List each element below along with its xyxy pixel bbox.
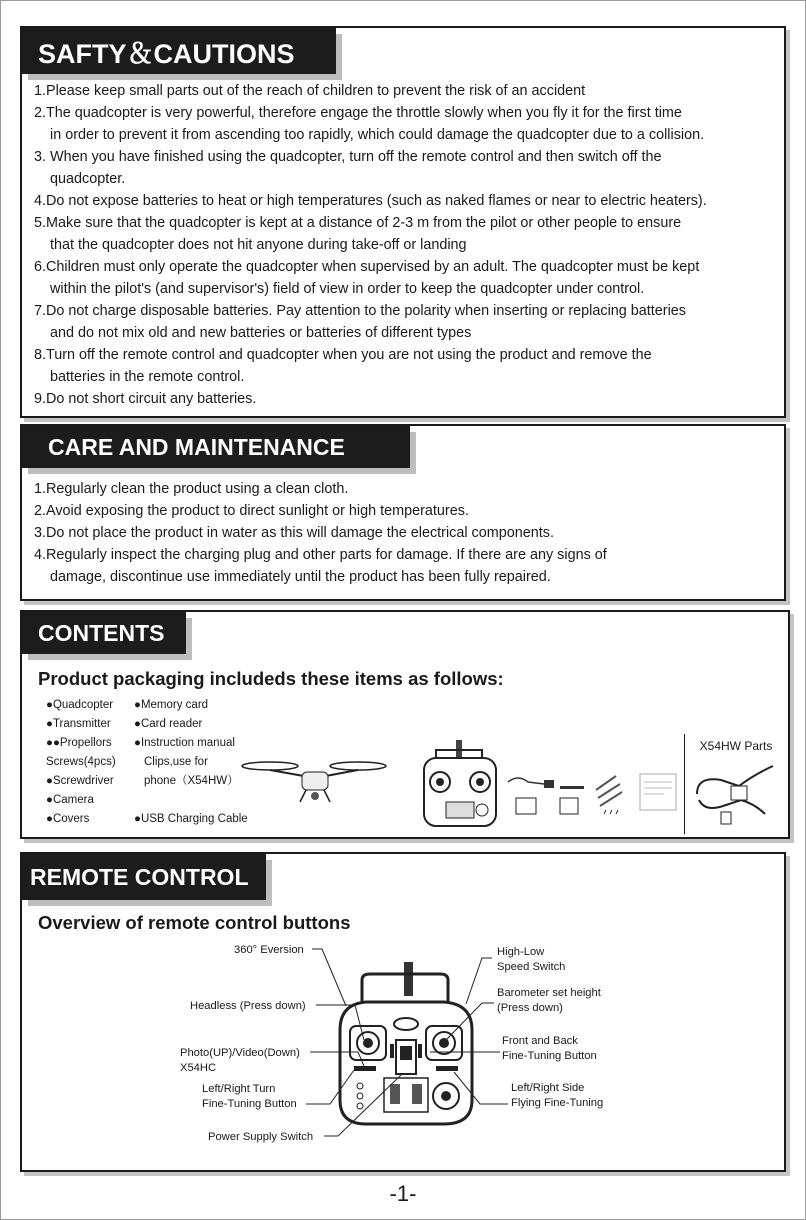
contents-item: ●Screwdriver xyxy=(46,775,114,787)
safety-title: SAFTY＆CAUTIONS xyxy=(38,38,295,69)
care-item-text: 4.Regularly inspect the charging plug and other parts for damage. If there are any signs of xyxy=(34,547,607,563)
antenna-icon xyxy=(404,962,413,996)
parts-label: X54HW Parts xyxy=(699,739,773,753)
safety-item-text: 2.The quadcopter is very powerful, therefore engage the throttle slowly when you fly it for the first time xyxy=(34,105,682,121)
care-title: CARE AND MAINTENANCE xyxy=(48,433,345,460)
contents-item: Screws(4pcs) xyxy=(46,756,116,768)
label-model: X54HC xyxy=(180,1062,217,1074)
label-power-switch: Power Supply Switch xyxy=(208,1131,314,1143)
label-side-1: Left/Right Side xyxy=(511,1082,585,1094)
contents-item: ●USB Charging Cable xyxy=(134,813,248,825)
safety-item-text: 5.Make sure that the quadcopter is kept at a distance of 2-3 m from the pilot or other people to ensure xyxy=(34,215,682,231)
contents-item: ●●Propellors xyxy=(46,737,112,749)
label-fb-1: Front and Back xyxy=(502,1035,578,1047)
contents-item: ●Quadcopter xyxy=(46,699,114,711)
label-highlow-1: High-Low xyxy=(497,946,545,958)
care-item-continuation: damage, discontinue use immediately until the product has been fully repaired. xyxy=(50,569,551,585)
safety-item-continuation: quadcopter. xyxy=(50,171,126,187)
safety-item-text: 1.Please keep small parts out of the reach of children to prevent the risk of an accident xyxy=(34,83,586,99)
label-highlow-2: Speed Switch xyxy=(497,961,566,973)
label-headless: Headless (Press down) xyxy=(190,1000,306,1012)
label-360-eversion: 360° Eversion xyxy=(234,944,304,956)
label-baro-1: Barometer set height xyxy=(497,987,601,999)
contents-item: ●Transmitter xyxy=(46,718,111,730)
safety-item-continuation: that the quadcopter does not hit anyone during take-off or landing xyxy=(50,237,467,253)
safety-item-continuation: batteries in the remote control. xyxy=(50,369,245,385)
safety-item-continuation: in order to prevent it from ascending too rapidly, which could damage the quadcopter due to a collision. xyxy=(50,127,705,143)
care-item-text: 1.Regularly clean the product using a clean cloth. xyxy=(34,481,349,497)
care-item-text: 3.Do not place the product in water as this will damage the electrical components. xyxy=(34,525,554,541)
contents-item: ●Memory card xyxy=(134,699,209,711)
contents-item: ●Camera xyxy=(46,794,94,806)
label-side-2: Flying Fine-Tuning xyxy=(511,1097,604,1109)
contents-item: phone（X54HW） xyxy=(144,775,239,787)
label-lr-turn-2: Fine-Tuning Button xyxy=(202,1098,297,1110)
contents-item: ●Covers xyxy=(46,813,90,825)
label-photo-video: Photo(UP)/Video(Down) xyxy=(180,1047,300,1059)
safety-item-continuation: and do not mix old and new batteries or batteries of different types xyxy=(50,325,472,341)
safety-item-text: 4.Do not expose batteries to heat or high temperatures (such as naked flames or near to electric heaters). xyxy=(34,193,707,209)
page-number: -1- xyxy=(389,1181,417,1206)
contents-item: ●Card reader xyxy=(134,718,203,730)
remote-subtitle: Overview of remote control buttons xyxy=(38,912,351,933)
safety-item-text: 8.Turn off the remote control and quadcopter when you are not using the product and remove the xyxy=(34,347,652,363)
safety-item-text: 9.Do not short circuit any batteries. xyxy=(34,391,257,407)
safety-item-text: 7.Do not charge disposable batteries. Pay attention to the polarity when inserting or replacing batteries xyxy=(34,303,686,319)
contents-item: ●Instruction manual xyxy=(134,737,235,749)
contents-title: CONTENTS xyxy=(38,619,165,646)
contents-subtitle: Product packaging includeds these items as follows: xyxy=(38,668,504,689)
label-baro-2: (Press down) xyxy=(497,1002,563,1014)
label-lr-turn-1: Left/Right Turn xyxy=(202,1083,276,1095)
label-fb-2: Fine-Tuning Button xyxy=(502,1050,597,1062)
safety-item-text: 3. When you have finished using the quadcopter, turn off the remote control and then switch off the xyxy=(34,149,662,165)
safety-item-continuation: within the pilot's (and supervisor's) field of view in order to keep the quadcopter under control. xyxy=(50,281,645,297)
safety-item-text: 6.Children must only operate the quadcopter when supervised by an adult. The quadcopter must be kept xyxy=(34,259,700,275)
care-item-text: 2.Avoid exposing the product to direct sunlight or high temperatures. xyxy=(34,503,469,519)
remote-title: REMOTE CONTROL xyxy=(30,863,249,890)
contents-item: Clips,use for xyxy=(144,756,208,768)
